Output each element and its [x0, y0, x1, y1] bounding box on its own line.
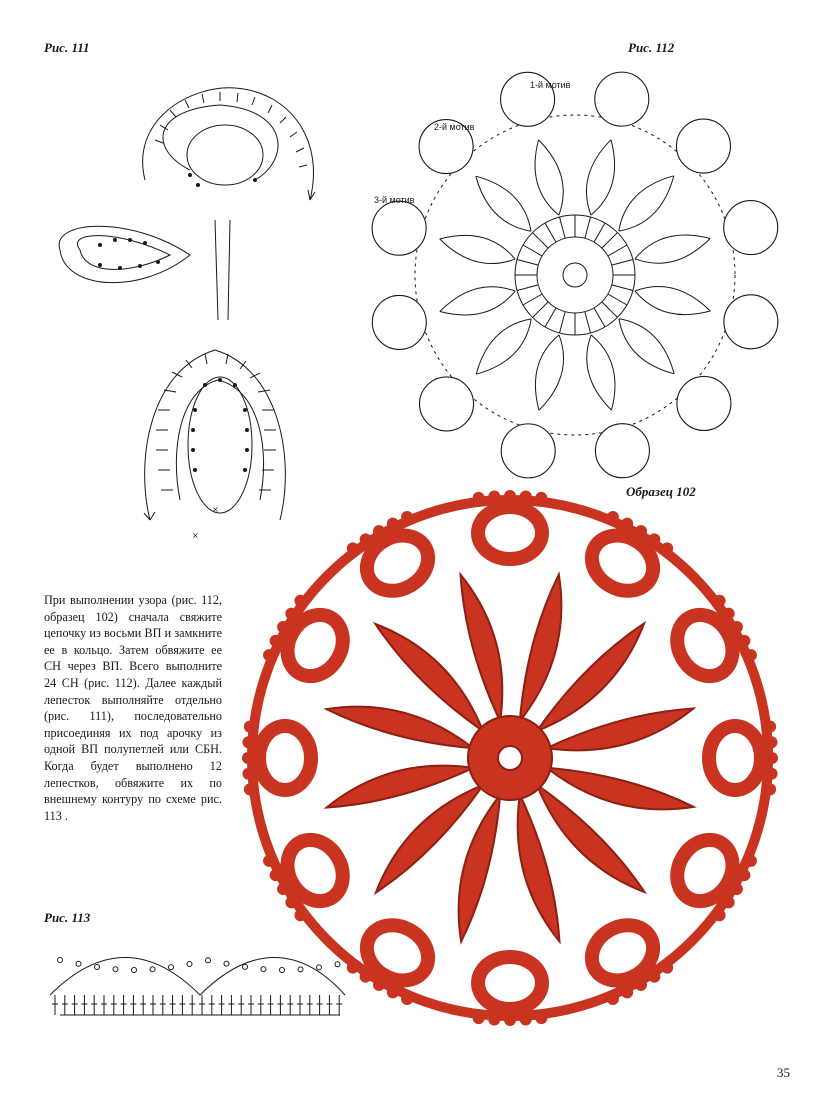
doily-loop — [478, 957, 542, 1009]
doily-loop — [259, 726, 311, 790]
figure-113-edging-chart — [40, 940, 350, 1030]
svg-text:×: × — [192, 531, 199, 540]
page-number: 35 — [777, 1065, 790, 1080]
doily-loop — [478, 507, 542, 559]
motif-circle — [595, 424, 649, 478]
figure-111-petal-chart — [40, 80, 340, 550]
figure-112-caption: Рис. 112 — [628, 40, 675, 55]
motif-circle — [595, 72, 649, 126]
motif-2-label: 2-й мотив — [434, 122, 475, 132]
motif-circle — [724, 201, 778, 255]
motif-circle — [724, 295, 778, 349]
doily-petal — [547, 768, 694, 810]
doily-petal — [326, 707, 473, 749]
svg-text:×: × — [212, 505, 219, 514]
figure-112-motif-chart — [350, 60, 770, 480]
instructions-paragraph: При выполнении узора (рис. 112, образец 102) сначала свяжите цепочку из восьми ВП и замкните ее в кольцо. Затем обвяжите ее СН через ВП. Всего выполните 24 СН (рис. 112). Далее каждый лепесток выполняйте отдельно (рис. 111), последовательно присоединяя их под арочку из одной ВП полупетлей или СБН. Когда будет выполнено 12 лепестков, обвяжите их по внешнему контуру по схеме рис. 113 . — [44, 593, 222, 823]
figure-113-caption: Рис. 113 — [44, 910, 91, 925]
figure-111-caption: Рис. 111 — [44, 40, 90, 55]
sample-102-caption: Образец 102 — [626, 484, 696, 499]
motif-circle — [501, 424, 555, 478]
doily-loop — [709, 726, 761, 790]
motif-circle — [676, 119, 730, 173]
motif-1-label: 1-й мотив — [530, 80, 571, 90]
motif-circle — [420, 377, 474, 431]
doily-petal — [459, 795, 501, 942]
doily-petal — [520, 574, 562, 721]
motif-circle — [372, 201, 426, 255]
motif-3-label: 3-й мотив — [374, 195, 415, 205]
motif-circle — [677, 376, 731, 430]
motif-circle — [372, 295, 426, 349]
